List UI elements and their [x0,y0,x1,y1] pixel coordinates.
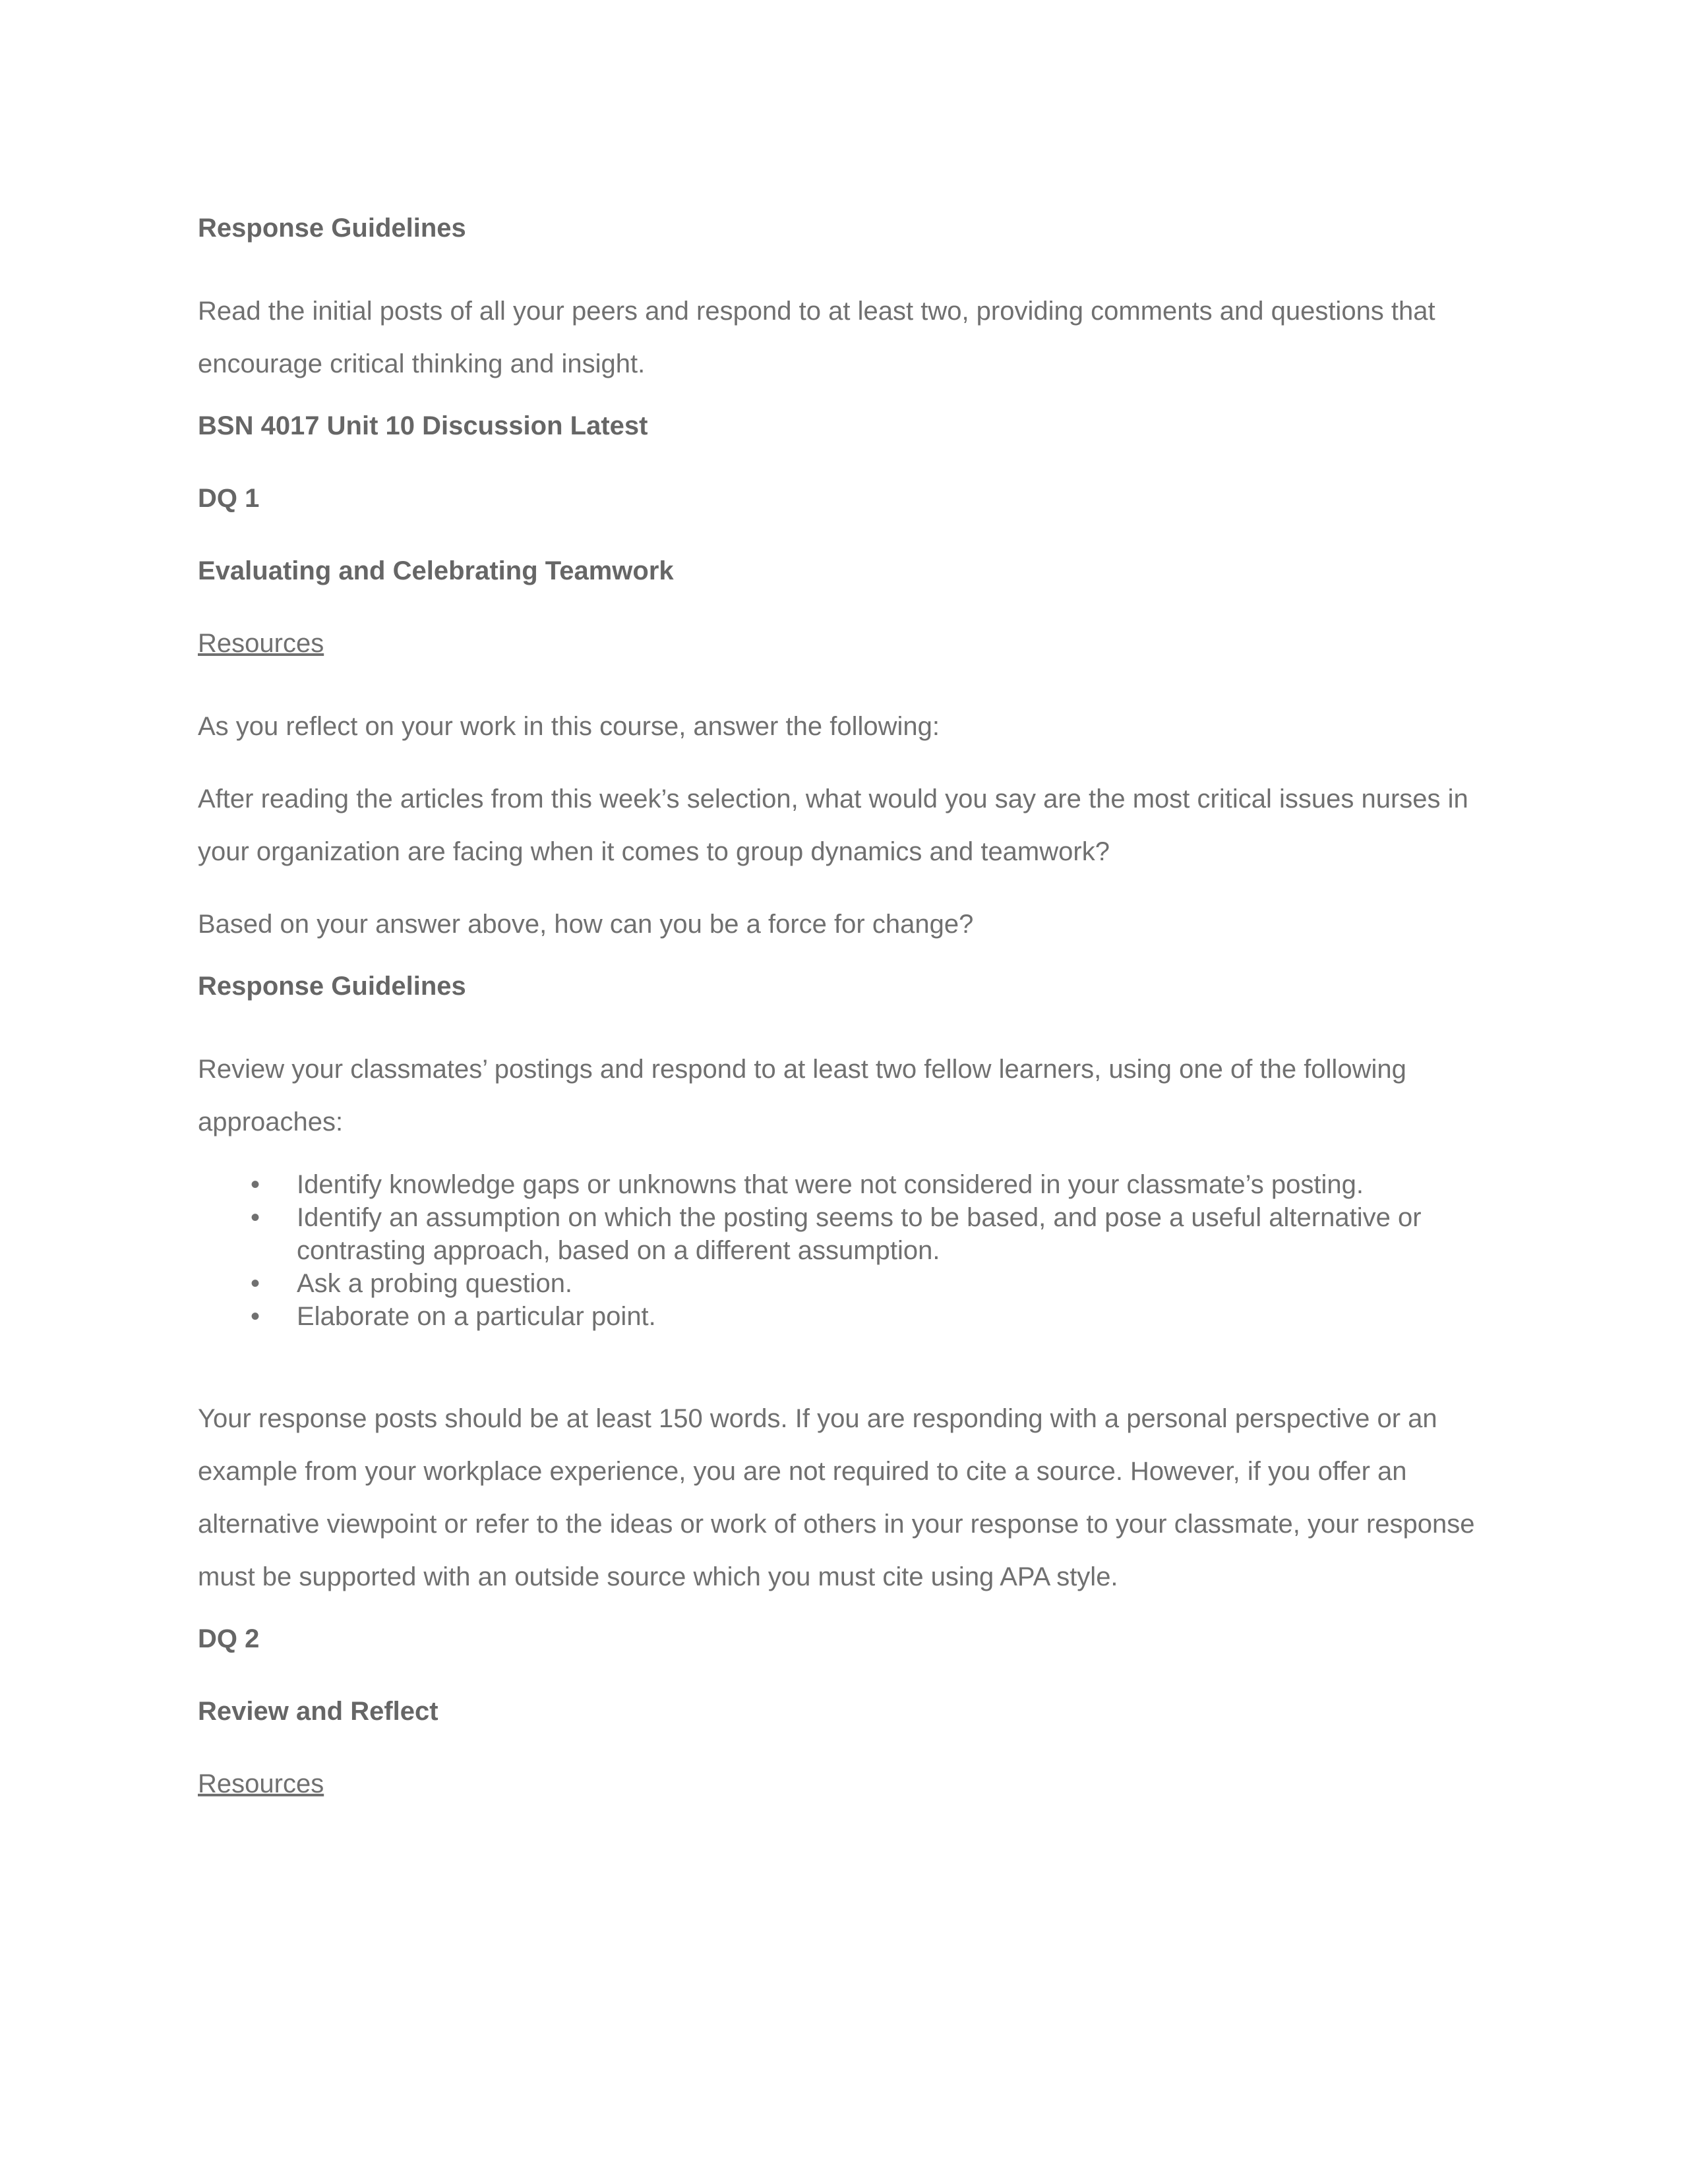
question-critical-issues: After reading the articles from this week’s selection, what would you say are the most critical issues nurses in your organization are facing when it comes to group dynamics and teamwork? [198,784,1468,866]
resources-link-1-container [198,628,1490,700]
bullet-icon: • [251,1302,260,1331]
list-item [198,1267,1490,1300]
resources-link-1[interactable]: Resources [198,629,324,658]
dq2-label: DQ 2 [198,1624,260,1653]
list-item [198,1300,1490,1333]
response-guidelines-heading-2: Response Guidelines [198,972,466,1001]
resources-link-2-container [198,1768,1490,1841]
course-title: BSN 4017 Unit 10 Discussion Latest [198,411,648,440]
list-item-text: Identify an assumption on which the posting seems to be based, and pose a useful alternative or contrasting approach, based on a different assumption. [297,1203,1422,1265]
dq1-title: Evaluating and Celebrating Teamwork [198,556,674,585]
list-item [198,1201,1490,1267]
list-item-text: Ask a probing question. [297,1269,573,1298]
review-classmates-paragraph: Review your classmates’ postings and respond to at least two fellow learners, using one of the following approaches: [198,1055,1406,1136]
list-item [198,1168,1490,1201]
bullet-icon: • [251,1170,260,1199]
reflect-prompt: As you reflect on your work in this course, answer the following: [198,712,940,741]
intro-paragraph: Read the initial posts of all your peers and respond to at least two, providing comments and questions that encourage critical thinking and insight. [198,297,1435,378]
list-item-text: Elaborate on a particular point. [297,1302,656,1331]
dq1-label: DQ 1 [198,484,260,513]
bullet-icon: • [251,1203,260,1232]
list-item-text: Identify knowledge gaps or unknowns that were not considered in your classmate’s posting. [297,1170,1364,1199]
word-count-paragraph: Your response posts should be at least 150 words. If you are responding with a personal perspective or an example from your workplace experience, you are not required to cite a source. However, if you offer an alternative viewpoint or refer to the ideas or work of others in your response to your classmate, your response must be supported with an outside source which you must cite using APA style. [198,1404,1475,1591]
approaches-list [198,1168,1490,1333]
document-page [198,212,1490,1841]
question-force-for-change: Based on your answer above, how can you be a force for change? [198,910,974,939]
response-guidelines-heading-1: Response Guidelines [198,214,466,243]
resources-link-2[interactable]: Resources [198,1769,324,1798]
bullet-icon: • [251,1269,260,1298]
dq2-title: Review and Reflect [198,1697,438,1726]
